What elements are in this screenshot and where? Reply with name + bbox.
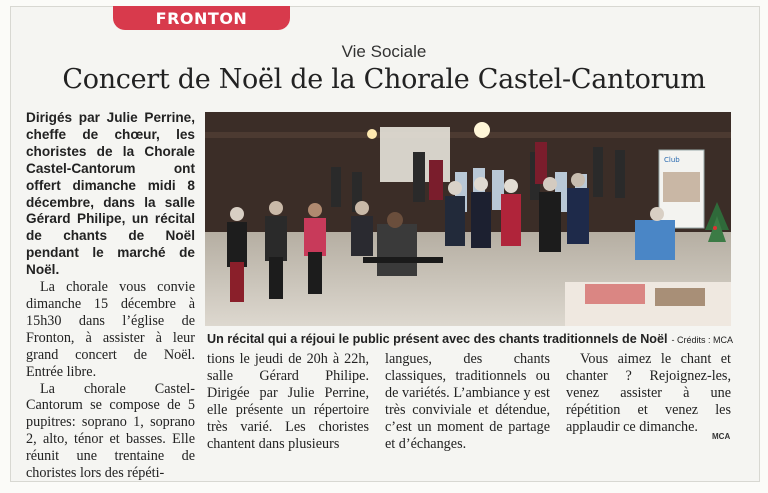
paragraph-choir-composition: La chorale Castel-Cantorum se compose de 5 pupitres: soprano 1, soprano 2, alto, ténor et basses. Elle réunit une trentaine de choristes lors des répéti-	[26, 380, 195, 482]
article-column-4	[566, 351, 731, 436]
photo-credit: - Crédits : MCA	[671, 335, 734, 345]
author-signature: MCA	[712, 432, 731, 441]
rubric: Vie Sociale	[341, 42, 427, 61]
section-tag: FRONTON	[113, 6, 290, 30]
paragraph-rehearsals: tions le jeudi de 20h à 22h, salle Gérard Philipe. Dirigée par Julie Perrine, elle présente un répertoire très varié. Les choristes chantent dans plusieurs	[207, 351, 369, 452]
lead-paragraph: Dirigés par Julie Perrine, cheffe de chœur, les choristes de la Chorale Castel-Cantorum ont offert dimanche midi 8 décembre, dans la salle Gérard Philipe, un récital de chants de Noël pendant le marché de Noël.	[26, 110, 195, 278]
paragraph-join-invite: Vous aimez le chant et chanter ? Rejoignez-les, venez assister à une répétition et venez les applaudir ce dimanche.	[566, 351, 731, 435]
choir-photo	[205, 112, 731, 326]
caption-text: Un récital qui a réjoui le public présent avec des chants traditionnels de Noël	[207, 332, 668, 346]
article-column-2	[207, 351, 369, 452]
club-sign-text: Club	[664, 156, 680, 164]
article-column-3	[385, 351, 550, 452]
paragraph-concert-invite: La chorale vous convie dimanche 15 décembre à 15h30 dans l’église de Fronton, à assister à leur grand concert de Noël. Entrée libre.	[26, 279, 195, 380]
photo-caption	[207, 332, 734, 346]
article-column-1	[26, 110, 195, 482]
paragraph-repertoire: langues, des chants classiques, traditionnels ou de variétés. L’ambiance y est très conviviale et détendue, c’est un moment de partage et d’échanges.	[385, 351, 550, 452]
headline: Concert de Noël de la Chorale Castel-Cantorum	[62, 64, 706, 95]
